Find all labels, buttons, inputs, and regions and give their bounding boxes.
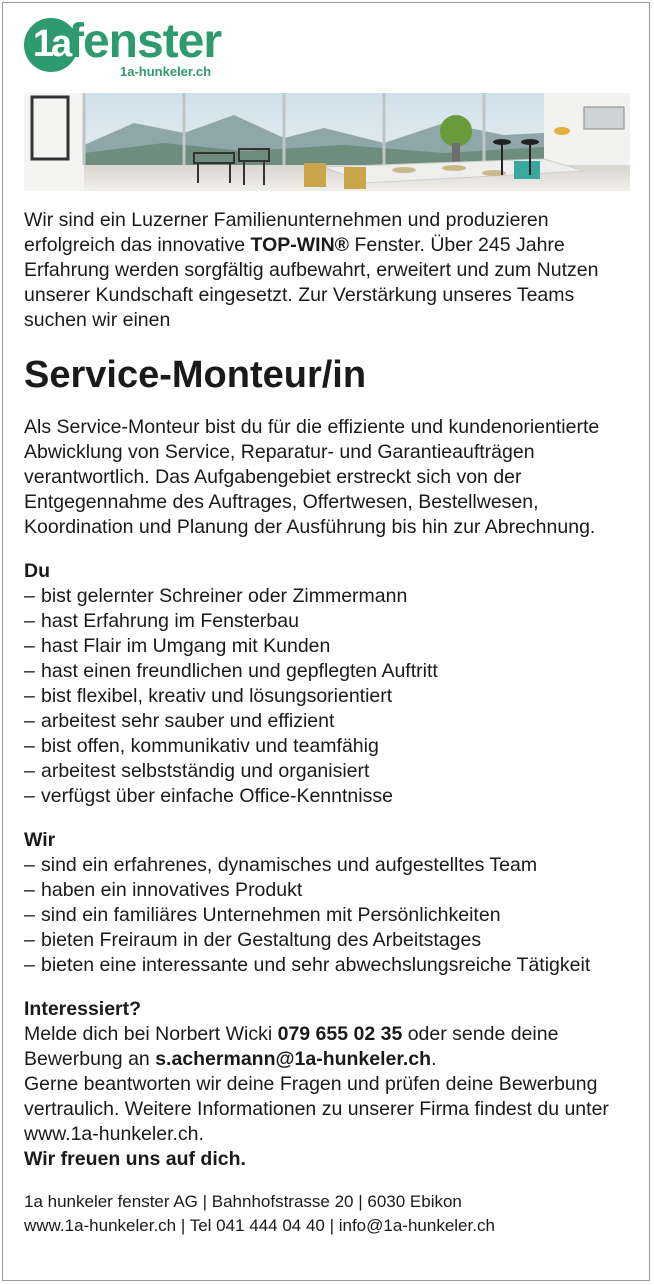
dash: –: [24, 610, 35, 632]
list-item: [24, 584, 630, 609]
list-item-text: haben ein innovatives Produkt: [41, 879, 303, 901]
intro-paragraph: [24, 208, 630, 333]
closing-text: Wir freuen uns auf dich.: [24, 1148, 246, 1170]
dash: –: [24, 710, 35, 732]
list-item: [24, 609, 630, 634]
list-item: [24, 734, 630, 759]
footer-contact: www.1a-hunkeler.ch | Tel 041 444 04 40 | info@1a-hunkeler.ch: [24, 1216, 495, 1235]
list-item: [24, 634, 630, 659]
logo-word: fenster: [68, 15, 222, 68]
intro-text-2: Fenster. Über 245 Jahre Erfahrung werden sorgfältig aufbewahrt, erweitert und zum Nutzen unserer Kundschaft eingesetzt. Zur Verstärkung unseres Teams suchen wir einen: [24, 234, 599, 331]
list-item-text: verfügst über einfache Office-Kenntnisse: [41, 785, 393, 807]
dash: –: [24, 735, 35, 757]
list-item-text: bist flexibel, kreativ und lösungsorientiert: [41, 685, 393, 707]
list-item: [24, 928, 630, 953]
list-item-text: hast einen freundlichen und gepflegten Auftritt: [41, 660, 438, 682]
list-item-text: bist gelernter Schreiner oder Zimmermann: [41, 585, 408, 607]
contact-heading: Interessiert?: [24, 998, 142, 1020]
dash: –: [24, 660, 35, 682]
product-name: TOP-WIN®: [250, 234, 350, 256]
list-item: [24, 759, 630, 784]
dash: –: [24, 685, 35, 707]
contact-text: Melde dich bei Norbert Wicki: [24, 1023, 278, 1045]
list-item-text: sind ein familiäres Unternehmen mit Persönlichkeiten: [41, 904, 501, 926]
list-item-text: sind ein erfahrenes, dynamisches und aufgestelltes Team: [41, 854, 538, 876]
hero-image: [24, 93, 630, 191]
phone-number: 079 655 02 35: [277, 1023, 403, 1045]
list-item: [24, 684, 630, 709]
footer-address: 1a hunkeler fenster AG | Bahnhofstrasse 20 | 6030 Ebikon: [24, 1192, 462, 1211]
wir-heading: Wir: [24, 829, 56, 851]
list-item-text: arbeitest selbstständig und organisiert: [41, 760, 370, 782]
dash: –: [24, 879, 35, 901]
dash: –: [24, 854, 35, 876]
closing-line: [24, 1147, 630, 1172]
contact-text: oder sende deine Bewerbung an: [24, 1023, 559, 1070]
intro-text-1: Wir sind ein Luzerner Familienunternehmen und produzieren erfolgreich das innovative: [24, 209, 549, 256]
list-item-text: hast Flair im Umgang mit Kunden: [41, 635, 331, 657]
list-item-text: bist offen, kommunikativ und teamfähig: [41, 735, 379, 757]
interior-photo-icon: [24, 93, 630, 191]
dash: –: [24, 904, 35, 926]
dash: –: [24, 929, 35, 951]
du-heading: Du: [24, 560, 50, 582]
email-address: s.achermann@1a-hunkeler.ch: [155, 1048, 432, 1070]
dash: –: [24, 760, 35, 782]
ad-content: [24, 208, 630, 1238]
list-item: [24, 903, 630, 928]
du-list: [24, 584, 630, 809]
company-logo: [24, 15, 284, 80]
logo-url: 1a-hunkeler.ch: [120, 64, 212, 79]
list-item: [24, 784, 630, 809]
list-item-text: arbeitest sehr sauber und effizient: [41, 710, 335, 732]
list-item: [24, 659, 630, 684]
list-item-text: hast Erfahrung im Fensterbau: [41, 610, 299, 632]
list-item: [24, 853, 630, 878]
list-item: [24, 878, 630, 903]
logo-mark: 1a: [24, 18, 78, 72]
contact-text: Gerne beantworten wir deine Fragen und prüfen deine Bewerbung vertraulich. Weitere Informationen zu unserer Firma findest du unter www.1a-hunkeler.ch.: [24, 1073, 609, 1145]
footer: [24, 1190, 630, 1238]
job-title: Service-Monteur/in: [24, 354, 367, 396]
contact-paragraph: [24, 1022, 630, 1147]
dash: –: [24, 585, 35, 607]
list-item-text: bieten eine interessante und sehr abwechslungsreiche Tätigkeit: [41, 954, 591, 976]
dash: –: [24, 785, 35, 807]
dash: –: [24, 954, 35, 976]
dash: –: [24, 635, 35, 657]
list-item-text: bieten Freiraum in der Gestaltung des Arbeitstages: [41, 929, 482, 951]
list-item: [24, 709, 630, 734]
list-item: [24, 953, 630, 978]
wir-list: [24, 853, 630, 978]
job-description: Als Service-Monteur bist du für die effiziente und kundenorientierte Abwicklung von Service, Reparatur- und Garantieaufträgen verantwortlich. Das Aufgabengebiet erstreckt sich von der Entgegennahme des Auftrages, Offertwesen, Bestellwesen, Koordination und Planung der Ausführung bis hin zur Abrechnung.: [24, 416, 600, 538]
contact-text: .: [431, 1048, 437, 1070]
